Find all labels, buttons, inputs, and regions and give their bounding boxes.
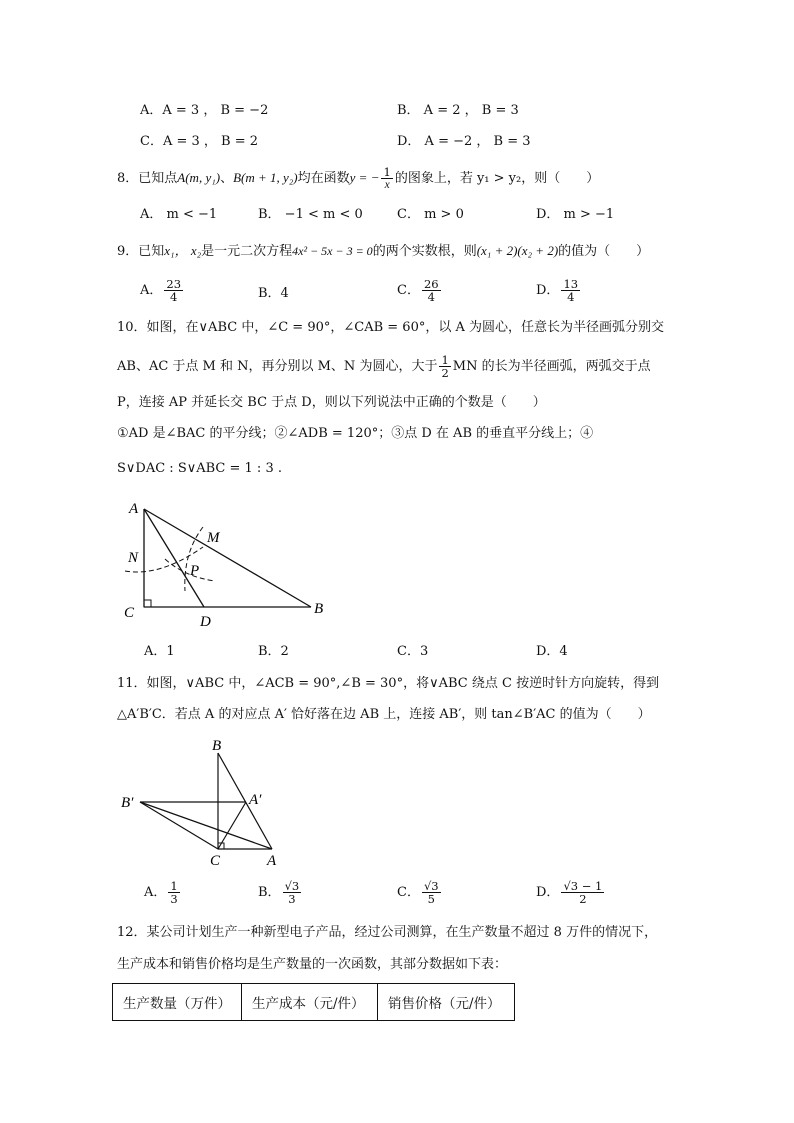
q10-figure — [115, 495, 345, 630]
q9-option-c: C． $\frac{26}{4}$ — [397, 277, 439, 305]
q7-option-a: A．A = 3 ， B = −2 — [140, 103, 269, 118]
q10-option-d: D．4 — [536, 644, 568, 659]
q8-option-c: C． m > 0 — [397, 207, 464, 222]
q11-line2: △A′B′C．若点 A 的对应点 A′ 恰好落在边 AB 上，连接 AB′，则 tan∠B′AC 的值为（ ） — [117, 707, 651, 722]
q10-option-c: C．3 — [397, 644, 429, 659]
q11-option-a: A． $\frac{1}{3}$ — [144, 879, 178, 907]
table-header-cell: 生产成本（元/件） — [242, 984, 378, 1021]
q10-option-b: B．2 — [258, 644, 289, 659]
q11-line1: 11．如图，∨ABC 中，∠ACB = 90°,∠B = 30°，将∨ABC 绕点 C 按逆时针方向旋转，得到 — [117, 676, 660, 691]
q11-option-c: C． $\frac{√3}{5}$ — [397, 879, 439, 907]
q12-line2: 生产成本和销售价格均是生产数量的一次函数，其部分数据如下表： — [117, 957, 508, 972]
q12-table — [112, 983, 515, 1021]
label-p: P — [190, 563, 200, 579]
q9-stem: 9．已知x₁， x₂是一元二次方程4x² − 5x − 3 = 0的两个实数根，则(x₁ + 2)(x₂ + 2)的值为（ ） — [117, 243, 650, 259]
label-c: C — [124, 605, 135, 621]
arc-m — [185, 527, 203, 591]
q10-line3: P，连接 AP 并延长交 BC 于点 D，则以下列说法中正确的个数是（ ） — [117, 395, 546, 410]
q11-option-b: B． $\frac{√3}{3}$ — [258, 879, 300, 907]
q8-option-a: A． m < −1 — [140, 207, 218, 222]
label-b-prime: B′ — [121, 795, 134, 811]
q9-option-d: D． $\frac{13}{4}$ — [536, 277, 579, 305]
q10-line5: S∨DAC : S∨ABC = 1 : 3 . — [117, 461, 282, 476]
segment-ad — [144, 509, 204, 607]
label-a: A — [267, 853, 277, 869]
q7-option-b: B． A = 2 ， B = 3 — [397, 103, 519, 118]
table-header-cell: 销售价格（元/件） — [378, 984, 515, 1021]
q11-figure — [115, 735, 290, 870]
q8-fraction: $\frac{1}{x}$ — [383, 165, 391, 192]
q10-option-a: A．1 — [144, 644, 175, 659]
label-b: B — [314, 601, 324, 617]
right-angle-mark — [144, 600, 151, 607]
label-m: M — [207, 530, 220, 546]
q9-option-b: B．4 — [258, 286, 289, 301]
q11-option-d: D． $\frac{√3 - 1}{2}$ — [536, 879, 603, 907]
q7-option-d: D． A = −2 ， B = 3 — [397, 134, 531, 149]
label-c: C — [210, 853, 221, 869]
q10-line4: ①AD 是∠BAC 的平分线；②∠ADB = 120°；③点 D 在 AB 的垂直平分线上；④ — [117, 426, 594, 441]
q9-option-a: A． $\frac{23}{4}$ — [140, 277, 182, 305]
label-a-prime: A′ — [249, 792, 262, 808]
label-n: N — [128, 550, 139, 566]
q10-line1: 10．如图，在∨ABC 中，∠C = 90°，∠CAB = 60°，以 A 为圆心，任意长为半径画弧分别交 — [117, 320, 664, 335]
q12-line1: 12．某公司计划生产一种新型电子产品，经过公司测算，在生产数量不超过 8 万件的情况下， — [117, 925, 658, 940]
segment-a1c — [218, 802, 246, 849]
segment-ab — [144, 509, 311, 607]
q8-option-b: B． −1 < m < 0 — [258, 207, 363, 222]
q8-option-d: D． m > −1 — [536, 207, 615, 222]
table-header-row — [113, 984, 515, 1021]
q7-option-c: C．A = 3 ， B = 2 — [140, 134, 259, 149]
q10-line2: AB、AC 于点 M 和 N，再分别以 M、N 为圆心，大于 $\frac{1}{2}$ MN 的长为半径画弧，两弧交于点 — [117, 353, 651, 381]
label-d: D — [200, 614, 211, 630]
table-header-cell: 生产数量（万件） — [113, 984, 242, 1021]
q8-stem: 8．已知点A(m, y₁)、B(m + 1, y₂)均在函数y = − $\frac{1}{x}$ 的图象上，若 y₁ > y₂，则（ ） — [117, 165, 600, 192]
label-a: A — [129, 501, 139, 517]
label-b: B — [212, 738, 222, 754]
